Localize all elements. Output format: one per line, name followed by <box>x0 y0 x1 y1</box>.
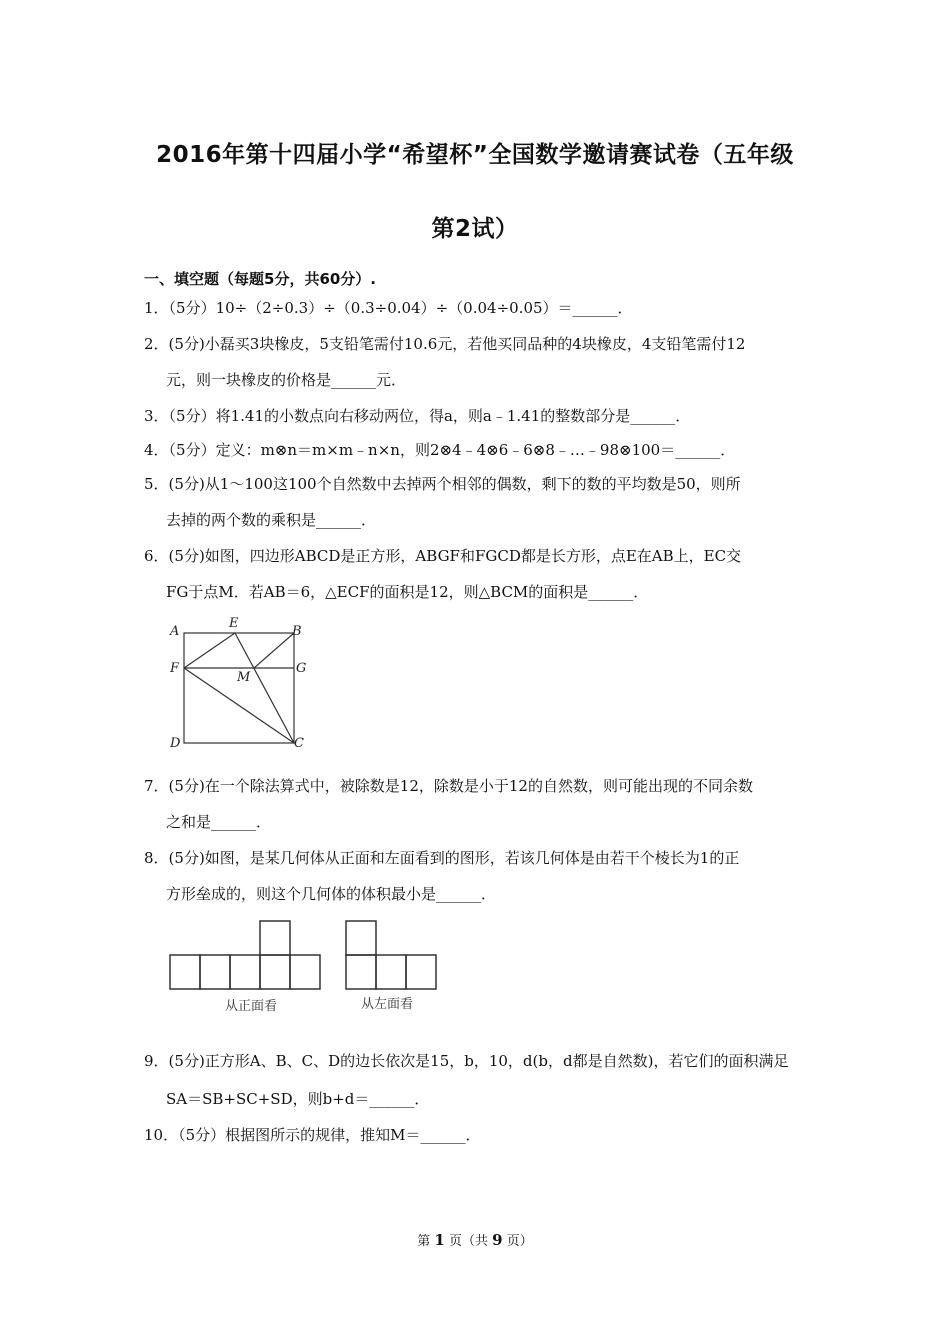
question-9-cont: SA＝SB+SC+SD，则b+d＝______． <box>166 1090 430 1108</box>
figure-square-abcd <box>160 615 320 755</box>
question-7-cont: 之和是______． <box>166 813 272 831</box>
question-5-cont: 去掉的两个数的乘积是______． <box>166 511 377 529</box>
question-5-line-2 <box>144 502 810 538</box>
question-9-line-1: 9．(5分)正方形A、B、C、D的边长依次是15，b，10，d(b，d都是自然数)，若它们的面积满足 <box>144 1052 789 1070</box>
question-2-line-2 <box>144 362 810 398</box>
footer-middle: 页（共 <box>444 1234 493 1249</box>
question-7-line-1: 7．(5分)在一个除法算式中，被除数是12，除数是小于12的自然数，则可能出现的不同余数 <box>144 777 753 795</box>
question-2-line-1: 2．(5分)小磊买3块橡皮，5支铅笔需付10.6元，若他买同品种的4块橡皮，4支铅笔需付12 <box>144 335 746 353</box>
label-c: C <box>294 736 304 751</box>
label-f: F <box>170 661 180 676</box>
question-8-line-1: 8．(5分)如图，是某几何体从正面和左面看到的图形，若该几何体是由若干个棱长为1的正 <box>144 849 740 867</box>
left-view-label: 从左面看 <box>361 997 414 1012</box>
question-1: 1．（5分）10÷（2÷0.3）÷（0.3÷0.04）÷（0.04÷0.05）＝______． <box>144 299 633 317</box>
front-view-label: 从正面看 <box>225 999 278 1014</box>
question-7-line-2 <box>144 804 810 840</box>
question-8-cont: 方形垒成的，则这个几何体的体积最小是______． <box>166 885 497 903</box>
question-6-line-2 <box>144 574 810 610</box>
footer-total-pages: 9 <box>492 1231 503 1249</box>
page-title-line-2: 第2试） <box>431 216 519 242</box>
label-m: M <box>237 670 251 685</box>
label-a: A <box>170 624 180 639</box>
page-footer <box>0 1230 950 1249</box>
footer-prefix: 第 <box>417 1234 435 1249</box>
page-title-line-1: 2016年第十四届小学“希望杯”全国数学邀请赛试卷（五年级 <box>156 142 794 168</box>
question-2-cont: 元，则一块橡皮的价格是______元． <box>166 371 407 389</box>
question-6-line-1: 6．(5分)如图，四边形ABCD是正方形，ABGF和FGCD都是长方形，点E在AB上，EC交 <box>144 547 742 565</box>
question-6-cont: FG于点M．若AB＝6，△ECF的面积是12，则△BCM的面积是______． <box>166 583 649 601</box>
question-3: 3．（5分）将1.41的小数点向右移动两位，得a，则a﹣1.41的整数部分是______． <box>144 407 691 425</box>
label-d: D <box>170 736 181 751</box>
figure-views <box>165 915 445 1020</box>
question-8-line-2 <box>144 876 810 912</box>
question-10: 10．（5分）根据图所示的规律，推知M＝______． <box>144 1126 481 1144</box>
section-heading: 一、填空题（每题5分，共60分）. <box>144 270 377 288</box>
footer-suffix: 页） <box>502 1234 533 1249</box>
label-b: B <box>292 624 302 639</box>
question-9-line-2 <box>144 1081 810 1117</box>
label-g: G <box>296 661 307 676</box>
question-4: 4．（5分）定义：m⊗n＝m×m﹣n×n，则2⊗4﹣4⊗6﹣6⊗8﹣…﹣98⊗100＝______． <box>144 441 736 459</box>
question-5-line-1: 5．(5分)从1～100这100个自然数中去掉两个相邻的偶数，剩下的数的平均数是50，则所 <box>144 475 741 493</box>
label-e: E <box>229 616 239 631</box>
footer-page-number: 1 <box>434 1231 445 1249</box>
